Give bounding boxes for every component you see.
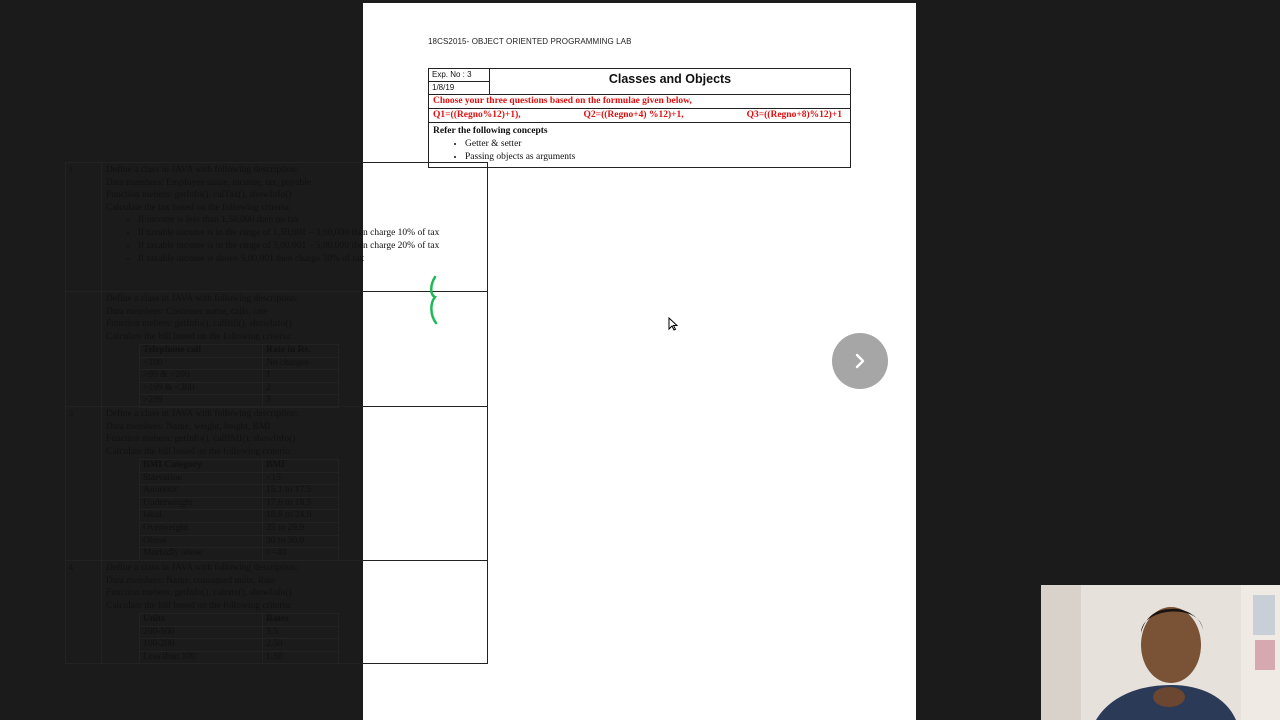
page-title: Classes and Objects: [608, 72, 732, 86]
mouse-cursor-icon: [668, 317, 678, 331]
question-line: Data members: Employee name, income, tax_payable: [106, 177, 311, 188]
table-cell: Obese: [140, 535, 263, 548]
question-line: Data members: Name, weight, height, BMI: [106, 421, 271, 432]
chevron-right-icon: [851, 352, 869, 370]
exp-date: 1/8/19: [432, 83, 455, 92]
question-number: 3: [66, 407, 102, 560]
questions-table: [65, 162, 488, 664]
criteria-bullet: • If taxable income is above 5,00,001 then charge 30% of tax: [138, 253, 483, 266]
table-cell: >99 & <200: [140, 370, 263, 383]
table-header: Telephone call: [140, 345, 263, 358]
next-page-button[interactable]: [832, 333, 888, 389]
table-cell: 17.6 to 18.5: [263, 497, 339, 510]
question-line: Function mebers: getInfo(), calrate(), showInfo(): [106, 588, 292, 598]
presenter-video-feed: [1041, 585, 1280, 720]
header-table: [428, 68, 851, 168]
formula-q2: Q2=((Regno+4) %12)+1,: [583, 110, 684, 120]
concepts-section: [429, 123, 850, 167]
table-cell: 30 to 30.9: [263, 535, 339, 548]
criteria-bullet: • If taxable income is in the range of 3,00,001 – 5,00,000 then charge 20% of tax: [138, 240, 483, 253]
table-cell: Starvation: [140, 472, 263, 485]
formula-q3: Q3=((Regno+8)%12)+1: [746, 110, 842, 120]
table-cell: >=40: [263, 548, 339, 561]
table-cell: 100-200: [140, 639, 263, 652]
table-cell: 200-500: [140, 626, 263, 639]
question-number: 1: [66, 163, 102, 291]
presenter-webcam: [1041, 585, 1280, 720]
question-line: Calculate the bill based on the following criteria:: [106, 446, 292, 457]
table-cell: Anorexic: [140, 485, 263, 498]
table-cell: 2: [263, 382, 339, 395]
table-cell: Morbidly obese: [140, 548, 263, 561]
question-line: Calculate the bill based on the following criteria:: [106, 331, 292, 342]
table-cell: Less than 100: [140, 651, 263, 664]
table-cell: 15.1 to 17.5: [263, 485, 339, 498]
table-cell: Underweight: [140, 497, 263, 510]
pen-annotation: [427, 275, 441, 327]
table-header: BMI: [263, 460, 339, 473]
table-cell: >199 & <300: [140, 382, 263, 395]
criteria-bullet: • If income is less than 1,50,000 then no tax: [138, 214, 483, 227]
table-header: Units: [140, 614, 263, 627]
question-line: Function mebers: getInfo(), calBMI(), showInfo(): [106, 434, 296, 444]
question-line: Function mebers: getInfo(), calTax(), showInfo(): [106, 190, 292, 200]
table-header: Rates: [263, 614, 339, 627]
question-row: [66, 162, 487, 291]
question-line: Data members: Name, consumed units, Rate: [106, 575, 276, 586]
table-cell: 2.50: [263, 639, 339, 652]
question-row: [66, 560, 487, 663]
formulae-row: [429, 109, 850, 123]
question-line: Data members: Customer name, calls, rate: [106, 306, 268, 317]
table-header: BMI Category: [140, 460, 263, 473]
question-line: Function mebers: getInfo(), calBill(), showInfo(): [106, 319, 292, 329]
table-cell: <15: [263, 472, 339, 485]
table-header: Rate in Rs.: [263, 345, 339, 358]
question-line: Calculate the tax based on the following criteria:: [106, 202, 291, 213]
question-row: [66, 291, 487, 406]
table-cell: Ideal: [140, 510, 263, 523]
table-cell: 3: [263, 395, 339, 408]
table-cell: No charges: [263, 357, 339, 370]
question-line: Define a class in JAVA with following description:: [106, 165, 299, 175]
question-number: 4: [66, 561, 102, 663]
question-line: Define a class in JAVA with following description:: [106, 563, 299, 573]
question-line: Calculate the bill based on the following criteria:: [106, 600, 292, 611]
table-cell: <100: [140, 357, 263, 370]
units-table: [139, 613, 339, 664]
concept-item: • Getter & setter: [465, 138, 846, 151]
table-cell: 25 to 29.9: [263, 522, 339, 535]
table-cell: 1.50: [263, 651, 339, 664]
concepts-heading: Refer the following concepts: [433, 126, 548, 136]
question-line: Define a class in JAVA with following description:: [106, 409, 299, 419]
table-cell: 1: [263, 370, 339, 383]
bmi-table: [139, 459, 339, 561]
question-row: [66, 406, 487, 560]
criteria-bullet: • If taxable income is in the range of 1,50,001 – 3,00,000 then charge 10% of tax: [138, 227, 483, 240]
rate-table: [139, 344, 339, 408]
table-cell: 3.5: [263, 626, 339, 639]
question-number: [66, 292, 102, 406]
table-cell: >299: [140, 395, 263, 408]
instruction-text: Choose your three questions based on the formulae given below,: [429, 95, 850, 109]
question-line: Define a class in JAVA with following description:: [106, 294, 299, 304]
table-cell: 18.6 to 24.9: [263, 510, 339, 523]
course-header: 18CS2015- OBJECT ORIENTED PROGRAMMING LAB: [428, 37, 632, 46]
concept-item: • Passing objects as arguments: [465, 151, 846, 164]
formula-q1: Q1=((Regno%12)+1),: [433, 110, 521, 120]
exp-number: Exp. No : 3: [429, 69, 489, 82]
table-cell: Overweight: [140, 522, 263, 535]
